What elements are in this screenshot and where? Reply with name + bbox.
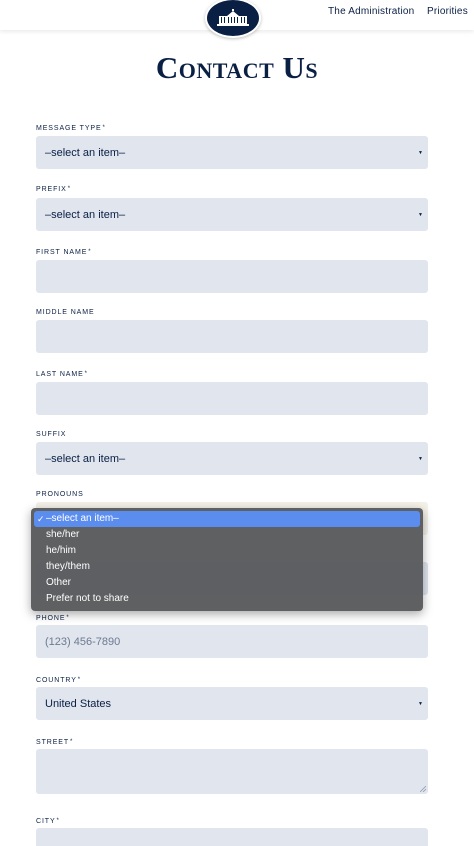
required-marker: * <box>84 371 88 377</box>
checkmark-icon: ✓ <box>37 514 45 524</box>
pronouns-option-she-her[interactable]: she/her <box>46 529 80 540</box>
message-type-select[interactable] <box>36 136 428 169</box>
country-label: COUNTRY* <box>36 677 82 684</box>
site-header <box>0 0 474 30</box>
pronouns-label: PRONOUNS <box>36 491 84 498</box>
country-value: United States <box>45 697 112 710</box>
prefix-select[interactable] <box>36 198 428 231</box>
message-type-label: MESSAGE TYPE* <box>36 125 106 132</box>
required-marker: * <box>102 125 106 131</box>
nav-link-administration[interactable]: The Administration <box>328 6 415 17</box>
page-title: Contact Us <box>155 50 319 85</box>
caret-down-icon: ▼ <box>418 455 423 462</box>
phone-input[interactable] <box>36 625 428 658</box>
required-marker: * <box>88 249 92 255</box>
nav-link-priorities[interactable]: Priorities <box>427 6 468 17</box>
first-name-input[interactable] <box>36 260 428 293</box>
caret-down-icon: ▼ <box>418 149 423 156</box>
prefix-value: –select an item– <box>45 208 126 221</box>
pronouns-option-select-item[interactable]: ✓ –select an item– <box>34 511 420 527</box>
message-type-value: –select an item– <box>45 146 126 159</box>
prefix-label: PREFIX* <box>36 186 71 193</box>
pronouns-option-other[interactable]: Other <box>46 577 72 588</box>
pronouns-option-they-them[interactable]: they/them <box>46 561 90 572</box>
required-marker: * <box>56 818 60 824</box>
suffix-label: SUFFIX <box>36 431 67 438</box>
pronouns-option-he-him[interactable]: he/him <box>46 545 77 556</box>
phone-placeholder: (123) 456-7890 <box>45 635 121 648</box>
pronouns-option-prefer-not[interactable]: Prefer not to share <box>46 593 129 604</box>
resize-grip-icon[interactable] <box>420 786 426 792</box>
pronouns-dropdown-menu[interactable] <box>31 508 423 611</box>
required-marker: * <box>70 739 74 745</box>
white-house-logo[interactable] <box>205 0 261 38</box>
country-select[interactable] <box>36 687 428 720</box>
required-marker: * <box>67 186 71 192</box>
phone-label: PHONE* <box>36 615 70 622</box>
suffix-value: –select an item– <box>45 452 126 465</box>
caret-down-icon: ▼ <box>418 211 423 218</box>
first-name-label: FIRST NAME* <box>36 249 92 256</box>
street-textarea[interactable] <box>36 749 428 794</box>
city-input[interactable] <box>36 828 428 846</box>
middle-name-input[interactable] <box>36 320 428 353</box>
required-marker: * <box>77 677 82 683</box>
suffix-select[interactable] <box>36 442 428 475</box>
last-name-input[interactable] <box>36 382 428 415</box>
required-marker: * <box>66 615 70 621</box>
middle-name-label: MIDDLE NAME <box>36 309 95 316</box>
city-label: CITY* <box>36 818 60 825</box>
caret-down-icon: ▼ <box>418 700 423 707</box>
last-name-label: LAST NAME* <box>36 371 88 378</box>
white-house-seal-icon <box>216 8 250 28</box>
street-label: STREET* <box>36 739 74 746</box>
